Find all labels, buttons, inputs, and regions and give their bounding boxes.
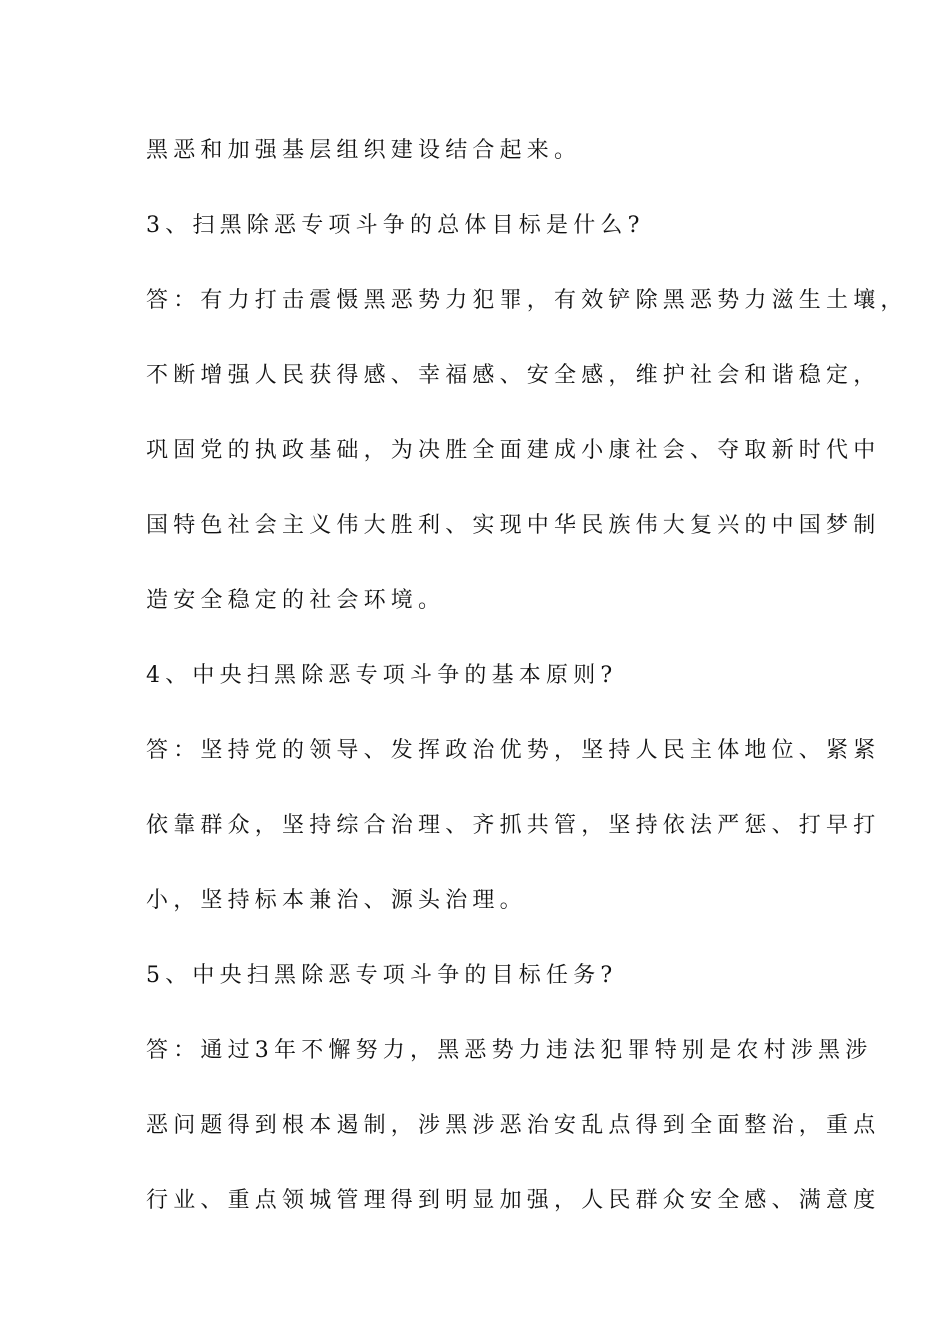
question-heading: 4、中央扫黑除恶专项斗争的基本原则?	[146, 663, 618, 688]
question-heading: 3、扫黑除恶专项斗争的总体目标是什么?	[146, 213, 645, 238]
text-line: 黑恶和加强基层组织建设结合起来。	[146, 138, 582, 163]
text-line: 小，坚持标本兼治、源头治理。	[146, 888, 527, 913]
text-line: 依靠群众，坚持综合治理、齐抓共管，坚持依法严惩、打早打	[146, 813, 881, 838]
text-line: 不断增强人民获得感、幸福感、安全感，维护社会和谐稳定，	[146, 363, 881, 388]
text-line: 巩固党的执政基础，为决胜全面建成小康社会、夺取新时代中	[146, 438, 881, 463]
text-line: 行业、重点领城管理得到明显加强，人民群众安全感、满意度	[146, 1188, 881, 1213]
answer-line: 答：坚持党的领导、发挥政治优势，坚持人民主体地位、紧紧	[146, 738, 881, 763]
answer-line: 答：通过3年不懈努力，黑恶势力违法犯罪特别是农村涉黑涉	[146, 1038, 873, 1063]
text-line: 恶问题得到根本遏制，涉黑涉恶治安乱点得到全面整治，重点	[146, 1113, 881, 1138]
answer-line: 答：有力打击震慑黑恶势力犯罪，有效铲除黑恶势力滋生土壤，	[146, 288, 908, 313]
question-heading: 5、中央扫黑除恶专项斗争的目标任务?	[146, 963, 618, 988]
text-line: 造安全稳定的社会环境。	[146, 588, 446, 613]
text-line: 国特色社会主义伟大胜利、实现中华民族伟大复兴的中国梦制	[146, 513, 881, 538]
